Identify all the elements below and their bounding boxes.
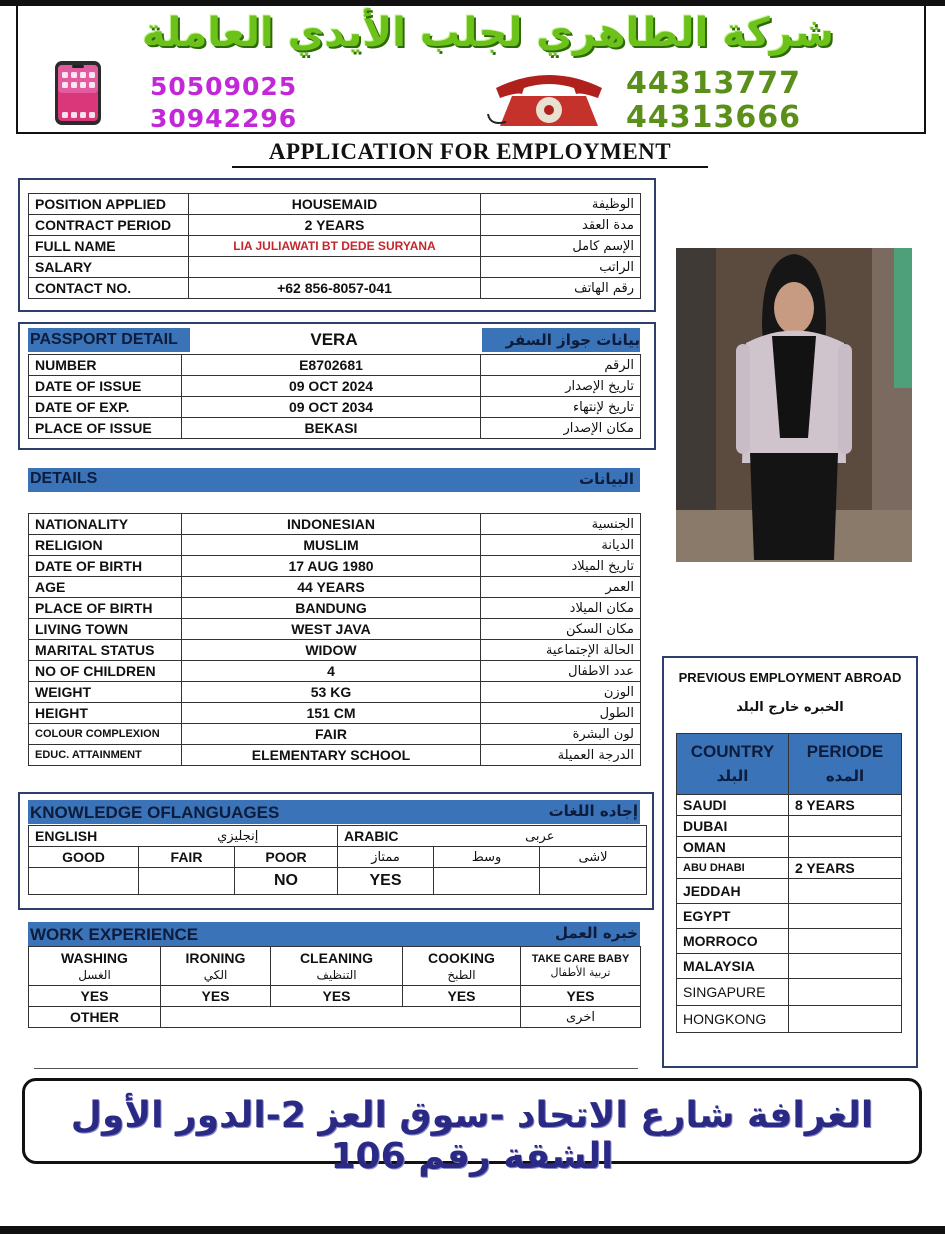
table-row	[29, 847, 647, 868]
row-value: 44 YEARS	[182, 577, 481, 598]
level-none-arabic: لاشى	[540, 847, 647, 868]
table-row	[29, 215, 641, 236]
skill-value: YES	[29, 986, 161, 1007]
skill-label-arabic: التنظيف	[316, 967, 357, 982]
table-row	[29, 577, 641, 598]
row-label-arabic: الإسم كامل	[481, 236, 641, 257]
country-cell: ABU DHABI	[677, 858, 789, 879]
row-label-arabic: الوظيفة	[481, 194, 641, 215]
passport-table	[28, 354, 641, 439]
skill-label-arabic: الطبخ	[447, 967, 476, 982]
country-cell: HONGKONG	[677, 1006, 789, 1033]
english-label-arabic: إنجليزي	[139, 826, 338, 847]
row-value	[189, 257, 481, 278]
languages-heading-band	[28, 800, 640, 824]
row-label: DATE OF BIRTH	[29, 556, 182, 577]
row-label: MARITAL STATUS	[29, 640, 182, 661]
mobile-number-2: 30942296	[150, 104, 298, 133]
table-row	[677, 837, 902, 858]
row-value: 17 AUG 1980	[182, 556, 481, 577]
period-cell	[789, 816, 902, 837]
period-header-arabic: المده	[825, 767, 865, 785]
row-label-arabic: الطول	[481, 703, 641, 724]
table-row	[677, 816, 902, 837]
skill-label-arabic: تربية الأطفال	[550, 966, 611, 979]
table-row	[29, 682, 641, 703]
languages-heading: KNOWLEDGE OFLANGUAGES	[30, 803, 280, 822]
row-label-arabic: تاريخ الإصدار	[481, 376, 641, 397]
table-row	[677, 795, 902, 816]
work-heading: WORK EXPERIENCE	[30, 925, 199, 944]
table-row	[29, 661, 641, 682]
row-label: COLOUR COMPLEXION	[29, 724, 182, 745]
english-label: ENGLISH	[29, 826, 139, 847]
table-row	[677, 858, 902, 879]
full-name-value: LIA JULIAWATI BT DEDE SURYANA	[189, 236, 481, 257]
table-row	[29, 724, 641, 745]
page-title: APPLICATION FOR EMPLOYMENT	[232, 138, 708, 168]
row-value: 53 KG	[182, 682, 481, 703]
telephone-icon	[486, 68, 612, 128]
skill-label: CLEANING	[299, 949, 374, 966]
level-fair: FAIR	[139, 847, 235, 868]
row-label: HEIGHT	[29, 703, 182, 724]
skill-label: TAKE CARE BABY	[531, 953, 630, 965]
other-label-arabic: اخرى	[521, 1007, 641, 1028]
previous-employment-heading-arabic: الخبره خارج البلد	[736, 700, 844, 715]
row-value: WIDOW	[182, 640, 481, 661]
row-label-arabic: لون البشرة	[481, 724, 641, 745]
work-heading-arabic: خبره العمل	[554, 924, 638, 942]
previous-employment-heading: PREVIOUS EMPLOYMENT ABROAD	[678, 670, 902, 685]
table-row	[29, 236, 641, 257]
table-row	[677, 929, 902, 954]
table-row	[29, 278, 641, 299]
row-label: RELIGION	[29, 535, 182, 556]
details-heading: DETAILS	[30, 470, 98, 487]
row-value: ELEMENTARY SCHOOL	[182, 745, 481, 766]
row-label-arabic: الراتب	[481, 257, 641, 278]
row-value: BEKASI	[182, 418, 481, 439]
passport-name: VERA	[310, 330, 358, 349]
row-label: NATIONALITY	[29, 514, 182, 535]
row-label-arabic: عدد الاطفال	[481, 661, 641, 682]
address-text: الغرافة شارع الاتحاد -سوق العز 2-الدور الأول الشقة رقم 106	[70, 1095, 874, 1177]
language-value	[540, 868, 647, 895]
address-box	[22, 1078, 922, 1177]
row-label: SALARY	[29, 257, 189, 278]
row-label: NUMBER	[29, 355, 182, 376]
passport-heading: PASSPORT DETAIL	[28, 328, 190, 352]
skill-value: YES	[271, 986, 403, 1007]
languages-heading-arabic: إجاده اللغات	[548, 802, 638, 820]
bottom-border	[0, 1226, 945, 1234]
period-cell	[789, 929, 902, 954]
skill-value: YES	[521, 986, 641, 1007]
skill-baby-care	[521, 947, 641, 986]
country-cell: DUBAI	[677, 816, 789, 837]
table-row	[29, 826, 647, 847]
row-label: POSITION APPLIED	[29, 194, 189, 215]
table-row	[677, 1006, 902, 1033]
row-value: 151 CM	[182, 703, 481, 724]
period-cell	[789, 904, 902, 929]
row-label-arabic: الوزن	[481, 682, 641, 703]
table-header-row	[677, 734, 902, 795]
country-cell: MALAYSIA	[677, 954, 789, 979]
arabic-label: ARABIC	[338, 826, 434, 847]
row-value: 4	[182, 661, 481, 682]
skill-label: WASHING	[61, 949, 128, 966]
level-average-arabic: وسط	[434, 847, 540, 868]
country-cell: MORROCO	[677, 929, 789, 954]
skill-value: YES	[403, 986, 521, 1007]
row-value: +62 856-8057-041	[189, 278, 481, 299]
language-value	[434, 868, 540, 895]
table-row	[29, 947, 641, 986]
period-header: PERIODE	[806, 742, 884, 761]
row-label-arabic: مكان السكن	[481, 619, 641, 640]
country-column-header	[677, 734, 789, 795]
level-excellent-arabic: ممتاز	[338, 847, 434, 868]
row-value: 09 OCT 2024	[182, 376, 481, 397]
table-row	[677, 954, 902, 979]
row-value: E8702681	[182, 355, 481, 376]
row-label: DATE OF ISSUE	[29, 376, 182, 397]
row-value: 2 YEARS	[189, 215, 481, 236]
table-row	[29, 376, 641, 397]
row-label: CONTRACT PERIOD	[29, 215, 189, 236]
row-label-arabic: الدرجة العميلة	[481, 745, 641, 766]
row-value: BANDUNG	[182, 598, 481, 619]
work-table	[28, 946, 641, 1028]
divider-line	[34, 1068, 638, 1069]
level-poor: POOR	[235, 847, 338, 868]
period-cell	[789, 979, 902, 1006]
row-label-arabic: الديانة	[481, 535, 641, 556]
english-level-value: NO	[235, 868, 338, 895]
period-cell	[789, 879, 902, 904]
table-row	[29, 1007, 641, 1028]
country-cell: JEDDAH	[677, 879, 789, 904]
country-header-arabic: البلد	[716, 767, 749, 785]
table-row	[29, 703, 641, 724]
skill-washing	[29, 947, 161, 986]
table-row	[29, 397, 641, 418]
table-row	[29, 257, 641, 278]
country-header: COUNTRY	[690, 742, 775, 761]
skill-cleaning	[271, 947, 403, 986]
row-label: LIVING TOWN	[29, 619, 182, 640]
applicant-photo	[676, 248, 912, 562]
row-label-arabic: تاريخ لإنتهاء	[481, 397, 641, 418]
landline-number-1: 44313777	[626, 66, 801, 101]
row-value: INDONESIAN	[182, 514, 481, 535]
work-heading-band	[28, 922, 640, 946]
skill-label: COOKING	[428, 949, 495, 966]
skill-label-arabic: الغسل	[78, 967, 111, 982]
other-label: OTHER	[29, 1007, 161, 1028]
row-label-arabic: رقم الهاتف	[481, 278, 641, 299]
details-table	[28, 513, 641, 766]
country-cell: SINGAPURE	[677, 979, 789, 1006]
mobile-number-1: 50509025	[150, 72, 298, 101]
row-label: PLACE OF ISSUE	[29, 418, 182, 439]
skill-cooking	[403, 947, 521, 986]
table-row	[29, 598, 641, 619]
table-row	[29, 418, 641, 439]
row-label: EDUC. ATTAINMENT	[29, 745, 182, 766]
row-label: DATE OF EXP.	[29, 397, 182, 418]
row-label-arabic: تاريخ الميلاد	[481, 556, 641, 577]
row-value: WEST JAVA	[182, 619, 481, 640]
row-label: CONTACT NO.	[29, 278, 189, 299]
table-row	[29, 745, 641, 766]
table-row	[29, 514, 641, 535]
row-label-arabic: مدة العقد	[481, 215, 641, 236]
row-value: FAIR	[182, 724, 481, 745]
country-cell: SAUDI	[677, 795, 789, 816]
table-row	[29, 986, 641, 1007]
mobile-phone-icon	[54, 60, 102, 126]
skill-label: IRONING	[185, 949, 246, 966]
period-cell	[789, 954, 902, 979]
row-label: AGE	[29, 577, 182, 598]
row-value: 09 OCT 2034	[182, 397, 481, 418]
row-label-arabic: الجنسية	[481, 514, 641, 535]
row-label: PLACE OF BIRTH	[29, 598, 182, 619]
other-value	[161, 1007, 521, 1028]
country-cell: EGYPT	[677, 904, 789, 929]
table-row	[29, 640, 641, 661]
passport-heading-arabic: بيانات جواز السفر	[482, 328, 640, 352]
row-value: HOUSEMAID	[189, 194, 481, 215]
period-cell: 8 YEARS	[789, 795, 902, 816]
table-row	[29, 535, 641, 556]
row-label-arabic: الحالة الإجتماعية	[481, 640, 641, 661]
company-header	[16, 6, 926, 134]
row-label-arabic: الرقم	[481, 355, 641, 376]
table-row	[29, 194, 641, 215]
details-heading-band	[28, 468, 640, 492]
table-row	[29, 355, 641, 376]
landline-number-2: 44313666	[626, 100, 801, 135]
row-label: WEIGHT	[29, 682, 182, 703]
language-value	[139, 868, 235, 895]
skill-label-arabic: الكي	[203, 967, 228, 982]
table-row	[29, 868, 647, 895]
skill-value: YES	[161, 986, 271, 1007]
table-row	[677, 904, 902, 929]
skill-ironing	[161, 947, 271, 986]
period-cell: 2 YEARS	[789, 858, 902, 879]
row-value: MUSLIM	[182, 535, 481, 556]
arabic-level-value: YES	[338, 868, 434, 895]
main-info-table	[28, 193, 641, 299]
row-label-arabic: العمر	[481, 577, 641, 598]
row-label-arabic: مكان الإصدار	[481, 418, 641, 439]
row-label: NO OF CHILDREN	[29, 661, 182, 682]
row-label: FULL NAME	[29, 236, 189, 257]
period-column-header	[789, 734, 902, 795]
period-cell	[789, 1006, 902, 1033]
languages-table	[28, 825, 647, 895]
language-value	[29, 868, 139, 895]
table-row	[29, 556, 641, 577]
arabic-label-arabic: عربى	[434, 826, 647, 847]
table-row	[29, 619, 641, 640]
details-heading-arabic: البيانات	[579, 470, 634, 488]
table-row	[677, 979, 902, 1006]
country-cell: OMAN	[677, 837, 789, 858]
company-name: شركة الطاهري لجلب الأيدي العاملة	[142, 10, 834, 56]
level-good: GOOD	[29, 847, 139, 868]
table-row	[677, 879, 902, 904]
period-cell	[789, 837, 902, 858]
row-label-arabic: مكان الميلاد	[481, 598, 641, 619]
previous-employment-table	[676, 733, 902, 1033]
